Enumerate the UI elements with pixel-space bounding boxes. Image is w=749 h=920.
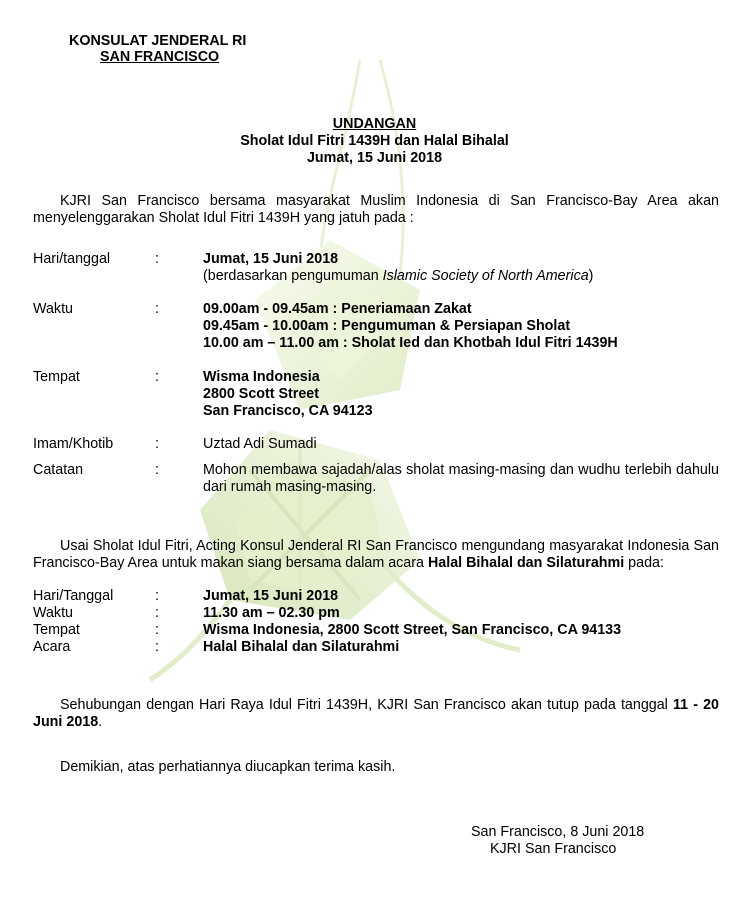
schedule-item: 09.00am - 09.45am : Peneriamaan Zakat <box>203 301 472 317</box>
halal-event-label: Acara <box>33 639 71 655</box>
event-subtitle: Sholat Idul Fitri 1439H dan Halal Bihalal <box>240 133 509 149</box>
signature-org: KJRI San Francisco <box>490 841 617 857</box>
halal-intro-suffix: pada: <box>624 555 664 571</box>
halal-intro-paragraph <box>33 538 719 572</box>
place-line: Wisma Indonesia <box>203 369 320 385</box>
sholat-day-value: Jumat, 15 Juni 2018 <box>203 251 339 267</box>
schedule-item: 09.45am - 10.00am : Pengumuman & Persiapan Sholat <box>203 318 571 334</box>
colon: : <box>155 301 159 317</box>
day-note-suffix: ) <box>588 268 594 284</box>
imam-value: Uztad Adi Sumadi <box>203 436 317 452</box>
halal-place-value: Wisma Indonesia, 2800 Scott Street, San Francisco, CA 94133 <box>203 622 622 638</box>
imam-label: Imam/Khotib <box>33 436 114 452</box>
note-value: Mohon membawa sajadah/alas sholat masing-masing dan wudhu terlebih dahulu dari rumah masing-masing. <box>203 462 719 495</box>
page-title: UNDANGAN <box>332 116 417 132</box>
halal-intro-text: Usai Sholat Idul Fitri, Acting Konsul Jenderal RI San Francisco mengundang masyarakat Indonesia San Francisco-Bay Area untuk makan siang bersama dalam acara <box>33 538 719 571</box>
sholat-place-label: Tempat <box>33 369 80 385</box>
halal-event-name: Halal Bihalal dan Silaturahmi <box>427 555 625 571</box>
intro-paragraph: KJRI San Francisco bersama masyarakat Muslim Indonesia di San Francisco-Bay Area akan menyelenggarakan Sholat Idul Fitri 1439H yang jatuh pada : <box>33 193 719 226</box>
colon: : <box>155 622 159 638</box>
halal-event-value: Halal Bihalal dan Silaturahmi <box>203 639 400 655</box>
sholat-day-note <box>203 268 593 285</box>
event-date: Jumat, 15 Juni 2018 <box>306 150 443 166</box>
consulate-name: KONSULAT JENDERAL RI <box>69 33 247 49</box>
closure-dates: 11 - 20 Juni 2018 <box>33 697 719 730</box>
place-line: San Francisco, CA 94123 <box>203 403 373 419</box>
place-line: 2800 Scott Street <box>203 386 320 402</box>
signature-place-date: San Francisco, 8 Juni 2018 <box>471 824 645 840</box>
colon: : <box>155 436 159 452</box>
closure-suffix: . <box>98 714 103 730</box>
colon: : <box>155 605 159 621</box>
colon: : <box>155 639 159 655</box>
closure-text: Sehubungan dengan Hari Raya Idul Fitri 1439H, KJRI San Francisco akan tutup pada tanggal <box>60 697 673 713</box>
colon: : <box>155 588 159 604</box>
note-label: Catatan <box>33 462 84 478</box>
colon: : <box>155 369 159 385</box>
halal-day-value: Jumat, 15 Juni 2018 <box>203 588 339 604</box>
halal-time-label: Waktu <box>33 605 73 621</box>
consulate-city: SAN FRANCISCO <box>100 49 220 65</box>
sholat-day-label: Hari/tanggal <box>33 251 111 267</box>
halal-day-label: Hari/Tanggal <box>33 588 114 604</box>
schedule-item: 10.00 am – 11.00 am : Sholat Ied dan Khotbah Idul Fitri 1439H <box>203 335 618 351</box>
colon: : <box>155 462 159 478</box>
day-note-org: Islamic Society of North America <box>382 268 589 284</box>
sholat-time-label: Waktu <box>33 301 73 317</box>
thanks-paragraph: Demikian, atas perhatiannya diucapkan terima kasih. <box>60 759 396 775</box>
halal-place-label: Tempat <box>33 622 80 638</box>
day-note-prefix: (berdasarkan pengumuman <box>203 268 383 284</box>
closure-paragraph <box>33 697 719 731</box>
halal-time-value: 11.30 am – 02.30 pm <box>203 605 340 621</box>
colon: : <box>155 251 159 267</box>
